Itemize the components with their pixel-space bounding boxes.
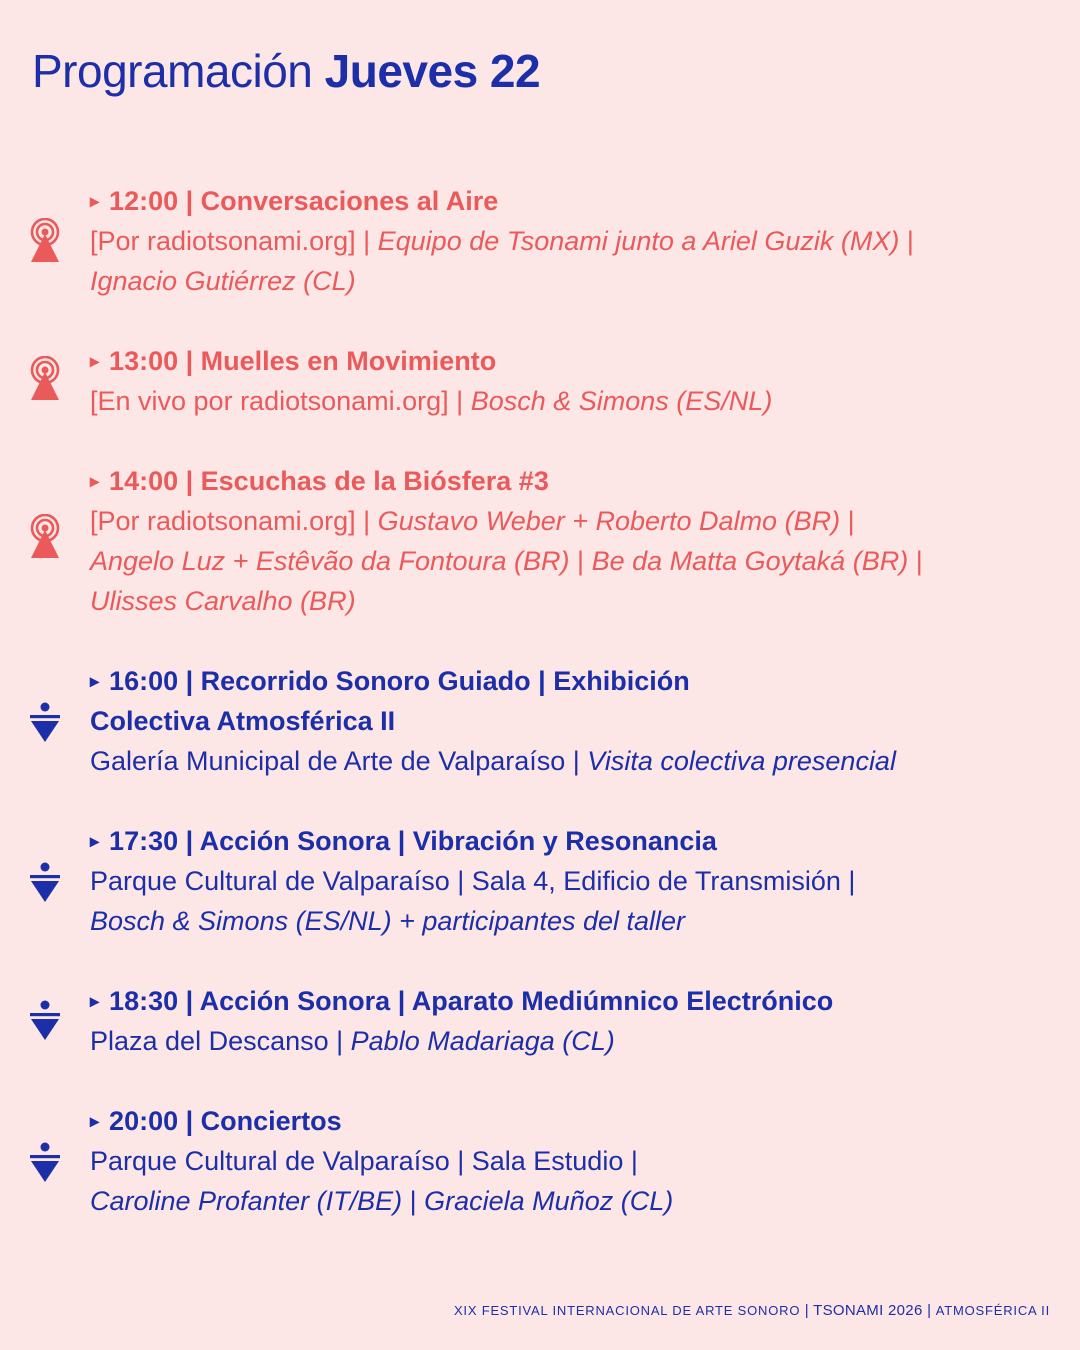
event-details: Parque Cultural de Valparaíso | Sala 4, Edificio de Transmisión | (90, 866, 856, 896)
footer: XIX FESTIVAL INTERNACIONAL DE ARTE SONORO | TSONAMI 2026 | ATMOSFÉRICA II (453, 1302, 1050, 1319)
page-title (32, 44, 540, 98)
play-arrow-icon: ▸ (90, 671, 100, 691)
event-details: Ignacio Gutiérrez (CL) (90, 266, 356, 296)
event-heading: Colectiva Atmosférica II (90, 706, 396, 736)
event-details: Plaza del Descanso | Pablo Madariaga (CL) (90, 1026, 615, 1056)
event-item (90, 181, 1050, 301)
footer-brand: TSONAMI 2026 (813, 1302, 923, 1319)
event-heading: ▸ 20:00 | Conciertos (90, 1106, 342, 1136)
play-arrow-icon: ▸ (90, 991, 100, 1011)
play-arrow-icon: ▸ (90, 191, 100, 211)
event-heading: ▸ 12:00 | Conversaciones al Aire (90, 186, 499, 216)
person-marker-icon (27, 702, 63, 744)
event-item (90, 461, 1050, 621)
event-heading: ▸ 13:00 | Muelles en Movimiento (90, 346, 497, 376)
event-details: Caroline Profanter (IT/BE) | Graciela Muñoz (CL) (90, 1186, 674, 1216)
title-day: Jueves 22 (324, 45, 541, 97)
person-marker-icon (27, 862, 63, 904)
event-item (90, 1101, 1050, 1221)
event-details: [Por radiotsonami.org] | Gustavo Weber + Roberto Dalmo (BR) | (90, 506, 855, 536)
footer-edition: ATMOSFÉRICA II (935, 1303, 1050, 1318)
event-item (90, 341, 1050, 421)
footer-festival: XIX FESTIVAL INTERNACIONAL DE ARTE SONORO (453, 1303, 801, 1318)
radio-tower-icon (27, 356, 63, 402)
event-details: [En vivo por radiotsonami.org] | Bosch & Simons (ES/NL) (90, 386, 773, 416)
event-details: Angelo Luz + Estêvão da Fontoura (BR) | Be da Matta Goytaká (BR) | (90, 546, 923, 576)
title-label: Programación (32, 45, 313, 97)
play-arrow-icon: ▸ (90, 1111, 100, 1131)
event-heading: ▸ 17:30 | Acción Sonora | Vibración y Resonancia (90, 826, 717, 856)
play-arrow-icon: ▸ (90, 471, 100, 491)
event-details: Ulisses Carvalho (BR) (90, 586, 356, 616)
person-marker-icon (27, 1142, 63, 1184)
event-item (90, 661, 1050, 781)
event-heading: ▸ 14:00 | Escuchas de la Biósfera #3 (90, 466, 549, 496)
radio-tower-icon (27, 514, 63, 560)
person-marker-icon (27, 1000, 63, 1042)
event-item (90, 981, 1050, 1061)
event-details: Galería Municipal de Arte de Valparaíso | Visita colectiva presencial (90, 746, 896, 776)
event-details: Parque Cultural de Valparaíso | Sala Estudio | (90, 1146, 638, 1176)
radio-tower-icon (27, 218, 63, 264)
play-arrow-icon: ▸ (90, 831, 100, 851)
event-heading: ▸ 16:00 | Recorrido Sonoro Guiado | Exhibición (90, 666, 690, 696)
event-details: Bosch & Simons (ES/NL) + participantes del taller (90, 906, 686, 936)
event-item (90, 821, 1050, 941)
event-heading: ▸ 18:30 | Acción Sonora | Aparato Mediúmnico Electrónico (90, 986, 834, 1016)
event-details: [Por radiotsonami.org] | Equipo de Tsonami junto a Ariel Guzik (MX) | (90, 226, 914, 256)
play-arrow-icon: ▸ (90, 351, 100, 371)
